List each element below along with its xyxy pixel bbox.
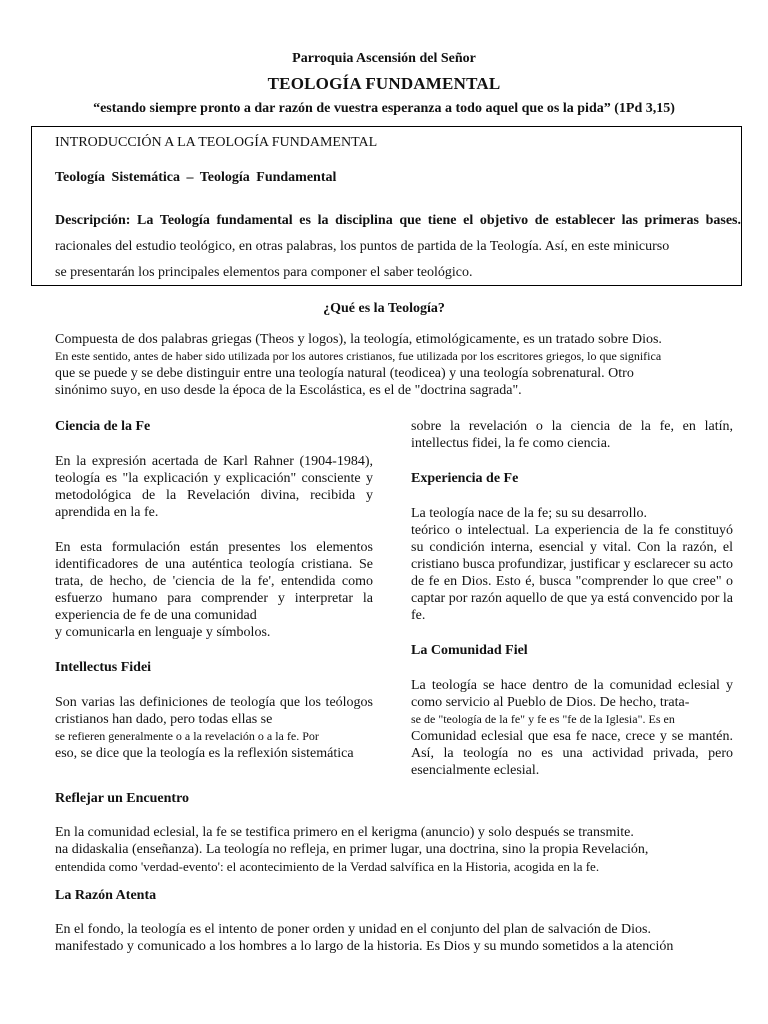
que-es-paragraph [55, 331, 717, 399]
section-heading-experiencia: Experiencia de Fe [411, 471, 519, 486]
comunidad-paragraph-end: Comunidad eclesial que esa fe nace, crece y se mantén. Así, la teología no es una actividad privada, pero esencialmente eclesial. [411, 729, 733, 778]
razon-line: En el fondo, la teología es el intento de poner orden y unidad en el conjunto del plan de salvación de Dios. [55, 922, 651, 937]
ciencia-paragraph-2: En esta formulación están presentes los elementos identificadores de una auténtica teología cristiana. Se trata, de hecho, de 'ciencia de la fe', entendida como esfuerzo humano para comprender y interpretar la experiencia de fe de una comunidad [55, 540, 373, 623]
reflejar-line: entendida como 'verdad-evento': el acontecimiento de la Verdad salvífica en la Historia, acogida en la fe. [55, 859, 600, 874]
intro-subheading: Teología Sistemática – Teología Fundamental [55, 170, 337, 185]
razon-section [55, 887, 717, 955]
reflejar-line: na didaskalia (enseñanza). La teología no refleja, en primer lugar, una doctrina, sino la propia Revelación, [55, 842, 649, 857]
right-column [411, 418, 733, 779]
section-heading-comunidad: La Comunidad Fiel [411, 643, 528, 658]
paragraph-line: que se puede y se debe distinguir entre una teología natural (teodicea) y una teología sobrenatural. Otro [55, 366, 634, 381]
intro-heading: INTRODUCCIÓN A LA TEOLOGÍA FUNDAMENTAL [55, 135, 378, 150]
intellectus-paragraph-line: se refieren generalmente o a la revelación o a la fe. Por [55, 729, 319, 743]
section-heading-ciencia: Ciencia de la Fe [55, 419, 151, 434]
reflejar-section [55, 790, 717, 875]
epigraph-quote: “estando siempre pronto a dar razón de vuestra esperanza a todo aquel que os la pida” (1Pd 3,15) [93, 101, 675, 116]
comunidad-paragraph-line: se de "teología de la fe" y fe es "fe de la Iglesia". Es en [411, 712, 675, 726]
intellectus-paragraph: Son varias las definiciones de teología que los teólogos cristianos han dado, pero todas ellas se [55, 695, 373, 727]
ciencia-paragraph-1: En la expresión acertada de Karl Rahner (1904-1984), teología es "la explicación y explicación" consciente y metodológica de la Revelación divina, recibida y aprendida en la fe. [55, 454, 373, 520]
intellectus-paragraph-line: eso, se dice que la teología es la reflexión sistemática [55, 746, 354, 761]
intro-description [55, 208, 741, 286]
left-column [55, 418, 373, 762]
experiencia-paragraph: teórico o intelectual. La experiencia de la fe constituyó su condición interna, esencial y vital. Con la razón, el cristiano busca profundizar, justificar y esclarecer su acto de fe en Dios. Esto é, busca "comprender lo que cree" o captar por razón aquello de que ya está convencido por la fe. [411, 523, 733, 623]
intro-box [31, 126, 742, 286]
section-heading-reflejar: Reflejar un Encuentro [55, 791, 190, 806]
parish-name: Parroquia Ascensión del Señor [292, 51, 476, 66]
comunidad-paragraph: La teología se hace dentro de la comunidad eclesial y como servicio al Pueblo de Dios. De hecho, trata- [411, 678, 733, 710]
document-title: TEOLOGÍA FUNDAMENTAL [267, 74, 501, 93]
intellectus-continuation: sobre la revelación o la ciencia de la fe, en latín, intellectus fidei, la fe como ciencia. [411, 419, 733, 451]
experiencia-line: La teología nace de la fe; su su desarrollo. [411, 506, 647, 521]
paragraph-line: Compuesta de dos palabras griegas (Theos y logos), la teología, etimológicamente, es un tratado sobre Dios. [55, 332, 662, 347]
intro-description-line: racionales del estudio teológico, en otras palabras, los puntos de partida de la Teología. Así, en este minicurso [55, 239, 670, 254]
reflejar-line: En la comunidad eclesial, la fe se testifica primero en el kerigma (anuncio) y solo después se transmite. [55, 825, 634, 840]
intro-description-line: Descripción: La Teología fundamental es la disciplina que tiene el objetivo de establecer las primeras bases. [55, 213, 741, 228]
paragraph-line: En este sentido, antes de haber sido utilizada por los autores cristianos, fue utilizada por los escritores griegos, lo que significa [55, 349, 662, 363]
ciencia-paragraph-2-last: y comunicarla en lenguaje y símbolos. [55, 625, 271, 640]
section-heading-razon: La Razón Atenta [55, 888, 157, 903]
razon-line: manifestado y comunicado a los hombres a lo largo de la historia. Es Dios y su mundo sometidos a la atención [55, 939, 674, 954]
paragraph-line: sinónimo suyo, en uso desde la época de la Escolástica, es el de "doctrina sagrada". [55, 383, 522, 398]
intro-description-line: se presentarán los principales elementos para componer el saber teológico. [55, 265, 473, 280]
section-heading-que-es: ¿Qué es la Teología? [323, 301, 445, 316]
section-heading-intellectus: Intellectus Fidei [55, 660, 152, 675]
